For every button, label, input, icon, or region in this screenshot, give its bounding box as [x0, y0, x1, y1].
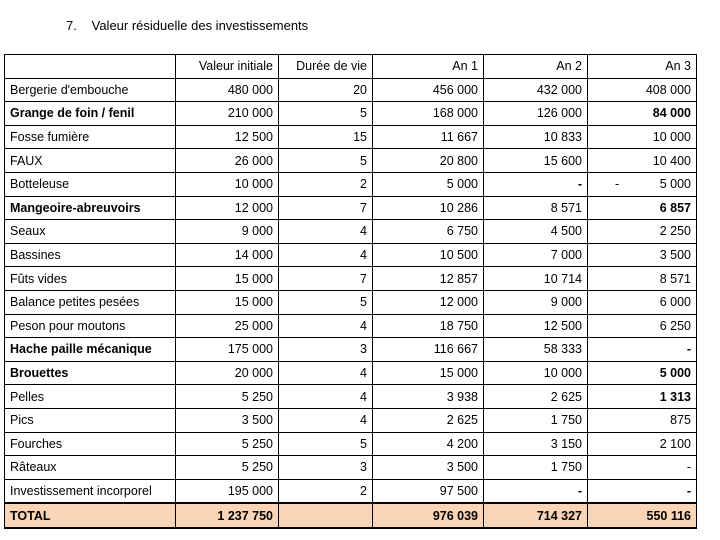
cell-an1: 12 857 [373, 267, 484, 291]
cell-an2: - [484, 172, 588, 196]
row-label: Bergerie d'embouche [5, 78, 176, 102]
table-row [5, 102, 697, 126]
row-label: Fourches [5, 432, 176, 456]
table-row [5, 408, 697, 432]
cell-an3: 6 000 [588, 290, 697, 314]
cell-an2: 1 750 [484, 408, 588, 432]
table-row [5, 149, 697, 173]
cell-an3: 2 100 [588, 432, 697, 456]
cell-an3: 8 571 [588, 267, 697, 291]
cell-an2: 432 000 [484, 78, 588, 102]
cell-an3: 6 250 [588, 314, 697, 338]
row-label: Grange de foin / fenil [5, 102, 176, 126]
cell-duree-de-vie: 4 [279, 361, 373, 385]
row-label: Hache paille mécanique [5, 338, 176, 362]
row-label: Seaux [5, 220, 176, 244]
table-row [5, 243, 697, 267]
cell-duree-de-vie: 4 [279, 243, 373, 267]
cell-an2: 9 000 [484, 290, 588, 314]
header-duree-de-vie: Durée de vie [279, 55, 373, 79]
table-row [5, 479, 697, 503]
cell-an2: 12 500 [484, 314, 588, 338]
cell-valeur-initiale: 26 000 [176, 149, 279, 173]
table-row [5, 78, 697, 102]
table-body [5, 78, 697, 528]
cell-valeur-initiale: 14 000 [176, 243, 279, 267]
table-row [5, 385, 697, 409]
total-an2: 714 327 [484, 503, 588, 528]
cell-an1: 15 000 [373, 361, 484, 385]
cell-valeur-initiale: 15 000 [176, 267, 279, 291]
table-row [5, 125, 697, 149]
investment-table [4, 54, 697, 529]
cell-an3: 3 500 [588, 243, 697, 267]
total-row [5, 503, 697, 528]
cell-valeur-initiale: 9 000 [176, 220, 279, 244]
cell-an3: 84 000 [588, 102, 697, 126]
cell-duree-de-vie: 5 [279, 290, 373, 314]
total-an3: 550 116 [588, 503, 697, 528]
cell-an1: 3 938 [373, 385, 484, 409]
row-label: Investissement incorporel [5, 479, 176, 503]
cell-an2: - [484, 479, 588, 503]
cell-an1: 10 286 [373, 196, 484, 220]
cell-valeur-initiale: 15 000 [176, 290, 279, 314]
cell-an3: 1 313 [588, 385, 697, 409]
cell-duree-de-vie: 4 [279, 314, 373, 338]
cell-an3: 10 400 [588, 149, 697, 173]
cell-an1: 12 000 [373, 290, 484, 314]
cell-valeur-initiale: 210 000 [176, 102, 279, 126]
table-row [5, 172, 697, 196]
cell-valeur-initiale: 480 000 [176, 78, 279, 102]
table-row [5, 338, 697, 362]
cell-valeur-initiale: 5 250 [176, 432, 279, 456]
cell-duree-de-vie: 4 [279, 220, 373, 244]
cell-an3: 875 [588, 408, 697, 432]
header-item [5, 55, 176, 79]
cell-valeur-initiale: 12 000 [176, 196, 279, 220]
cell-an3 [588, 172, 697, 196]
cell-an1: 2 625 [373, 408, 484, 432]
cell-duree-de-vie: 2 [279, 479, 373, 503]
cell-valeur-initiale: 5 250 [176, 385, 279, 409]
cell-duree-de-vie: 5 [279, 432, 373, 456]
cell-an2: 126 000 [484, 102, 588, 126]
table-row [5, 290, 697, 314]
cell-valeur-initiale: 20 000 [176, 361, 279, 385]
cell-an2: 3 150 [484, 432, 588, 456]
cell-an3: 5 000 [588, 361, 697, 385]
cell-an3: 6 857 [588, 196, 697, 220]
header-an2: An 2 [484, 55, 588, 79]
cell-duree-de-vie: 15 [279, 125, 373, 149]
cell-an1: 168 000 [373, 102, 484, 126]
row-label: Mangeoire-abreuvoirs [5, 196, 176, 220]
row-label: Râteaux [5, 456, 176, 480]
cell-an2: 15 600 [484, 149, 588, 173]
cell-valeur-initiale: 175 000 [176, 338, 279, 362]
section-number: 7. [66, 18, 77, 33]
cell-an2: 10 833 [484, 125, 588, 149]
cell-duree-de-vie: 2 [279, 172, 373, 196]
cell-an3: 408 000 [588, 78, 697, 102]
cell-an3: 2 250 [588, 220, 697, 244]
row-label: Peson pour moutons [5, 314, 176, 338]
cell-an3-value: 5 000 [659, 177, 691, 192]
cell-duree-de-vie: 3 [279, 338, 373, 362]
total-label: TOTAL [5, 503, 176, 528]
cell-an3: - [588, 456, 697, 480]
cell-an1: 456 000 [373, 78, 484, 102]
cell-valeur-initiale: 25 000 [176, 314, 279, 338]
row-label: FAUX [5, 149, 176, 173]
cell-an2: 2 625 [484, 385, 588, 409]
cell-duree-de-vie: 5 [279, 149, 373, 173]
table-row [5, 314, 697, 338]
cell-an2: 10 714 [484, 267, 588, 291]
cell-an2: 1 750 [484, 456, 588, 480]
cell-duree-de-vie: 3 [279, 456, 373, 480]
row-label: Botteleuse [5, 172, 176, 196]
cell-valeur-initiale: 5 250 [176, 456, 279, 480]
cell-valeur-initiale: 3 500 [176, 408, 279, 432]
row-label: Brouettes [5, 361, 176, 385]
row-label: Fûts vides [5, 267, 176, 291]
cell-duree-de-vie: 4 [279, 385, 373, 409]
row-label: Balance petites pesées [5, 290, 176, 314]
cell-duree-de-vie: 4 [279, 408, 373, 432]
cell-an2: 4 500 [484, 220, 588, 244]
cell-an1: 11 667 [373, 125, 484, 149]
header-an1: An 1 [373, 55, 484, 79]
cell-valeur-initiale: 12 500 [176, 125, 279, 149]
row-label: Bassines [5, 243, 176, 267]
table-row [5, 432, 697, 456]
cell-duree-de-vie: 7 [279, 267, 373, 291]
cell-duree-de-vie: 20 [279, 78, 373, 102]
cell-an2: 10 000 [484, 361, 588, 385]
section-heading [66, 18, 308, 33]
table-row [5, 220, 697, 244]
cell-an1: 4 200 [373, 432, 484, 456]
table-row [5, 456, 697, 480]
row-label: Pelles [5, 385, 176, 409]
header-an3: An 3 [588, 55, 697, 79]
cell-duree-de-vie: 7 [279, 196, 373, 220]
cell-an1: 18 750 [373, 314, 484, 338]
cell-an1: 5 000 [373, 172, 484, 196]
cell-valeur-initiale: 10 000 [176, 172, 279, 196]
row-label: Fosse fumière [5, 125, 176, 149]
table-row [5, 361, 697, 385]
cell-an3: - [588, 479, 697, 503]
cell-an2: 58 333 [484, 338, 588, 362]
table-header-row [5, 55, 697, 79]
cell-an1: 116 667 [373, 338, 484, 362]
cell-an2: 7 000 [484, 243, 588, 267]
cell-an1: 6 750 [373, 220, 484, 244]
total-duree [279, 503, 373, 528]
cell-an3: 10 000 [588, 125, 697, 149]
cell-an2: 8 571 [484, 196, 588, 220]
table-row [5, 196, 697, 220]
table-row [5, 267, 697, 291]
total-valeur-initiale: 1 237 750 [176, 503, 279, 528]
cell-an1: 97 500 [373, 479, 484, 503]
header-valeur-initiale: Valeur initiale [176, 55, 279, 79]
cell-an1: 3 500 [373, 456, 484, 480]
cell-valeur-initiale: 195 000 [176, 479, 279, 503]
total-an1: 976 039 [373, 503, 484, 528]
cell-an3: - [588, 338, 697, 362]
row-label: Pics [5, 408, 176, 432]
cell-an1: 20 800 [373, 149, 484, 173]
cell-an1: 10 500 [373, 243, 484, 267]
section-title: Valeur résiduelle des investissements [91, 18, 309, 33]
cell-an3-prefix: - [615, 177, 620, 192]
cell-duree-de-vie: 5 [279, 102, 373, 126]
